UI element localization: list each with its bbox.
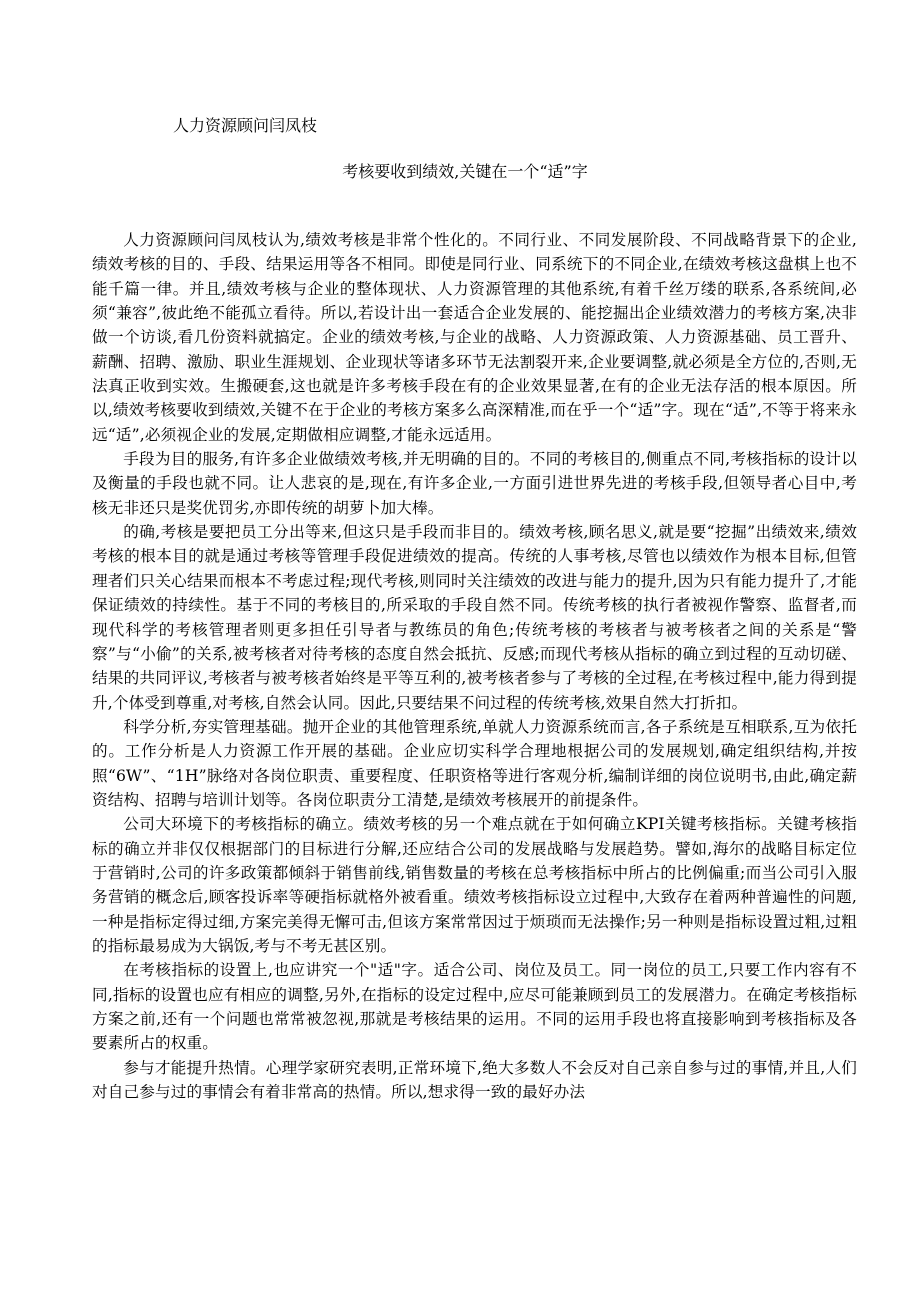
paragraph: 的确,考核是要把员工分出等来,但这只是手段而非目的。绩效考核,顾名思义,就是要“挖掘”出绩效来,绩效考核的根本目的就是通过考核等管理手段促进绩效的提高。传统的人事考核,尽管也以绩效作为根本目标,但管理者们只关心结果而根本不考虑过程;现代考核,则同时关注绩效的改进与能力的提升,因为只有能力提升了,才能保证绩效的持续性。基于不同的考核目的,所采取的手段自然不同。传统考核的执行者被视作警察、监督者,而现代科学的考核管理者则更多担任引导者与教练员的角色;传统考核的考核者与被考核者之间的关系是“警察”与“小偷”的关系,被考核者对待考核的态度自然会抵抗、反感;而现代考核从指标的确立到过程的互动切磋、结果的共同评议,考核者与被考核者始终是平等互利的,被考核者参与了考核的全过程,在考核过程中,能力得到提升,个体受到尊重,对考核,自然会认同。因此,只要结果不问过程的传统考核,效果自然大打折扣。 [92,523,857,712]
paragraph: 科学分析,夯实管理基础。抛开企业的其他管理系统,单就人力资源系统而言,各子系统是互相联系,互为依托的。工作分析是人力资源工作开展的基础。企业应切实科学合理地根据公司的发展规划,确定组织结构,并按照“6W”、“1H”脉络对各岗位职责、重要程度、任职资格等进行客观分析,编制详细的岗位说明书,由此,确定薪资结构、招聘与培训计划等。各岗位职责分工清楚,是绩效考核展开的前提条件。 [92,717,857,809]
paragraph: 手段为目的服务,有许多企业做绩效考核,并无明确的目的。不同的考核目的,侧重点不同,考核指标的设计以及衡量的手段也就不同。让人悲哀的是,现在,有许多企业,一方面引进世界先进的考核手段,但领导者心目中,考核无非还只是奖优罚劣,亦即传统的胡萝卜加大棒。 [92,450,857,517]
paragraph: 公司大环境下的考核指标的确立。绩效考核的另一个难点就在于如何确立KPI关键考核指标。关键考核指标的确立并非仅仅根据部门的目标进行分解,还应结合公司的发展战略与发展趋势。譬如,海尔的战略目标定位于营销时,公司的许多政策都倾斜于销售前线,销售数量的考核在总考核指标中所占的比例偏重;而当公司引入服务营销的概念后,顾客投诉率等硬指标就格外被看重。绩效考核指标设立过程中,大致存在着两种普遍性的问题,一种是指标定得过细,方案完美得无懈可击,但该方案常常因过于烦琐而无法操作;另一种则是指标设置过粗,过粗的指标最易成为大锅饭,考与不考无甚区别。 [92,815,857,955]
author-line: 人力资源顾问闫凤枝 [173,116,318,135]
paragraph: 人力资源顾问闫凤枝认为,绩效考核是非常个性化的。不同行业、不同发展阶段、不同战略背景下的企业,绩效考核的目的、手段、结果运用等各不相同。即使是同行业、同系统下的不同企业,在绩效考核这盘棋上也不能千篇一律。并且,绩效考核与企业的整体现状、人力资源管理的其他系统,有着千丝万缕的联系,各系统间,必须“兼容”,彼此绝不能孤立看待。所以,若设计出一套适合企业发展的、能挖掘出企业绩效潜力的考核方案,决非做一个访谈,看几份资料就搞定。企业的绩效考核,与企业的战略、人力资源政策、人力资源基础、员工晋升、薪酬、招聘、激励、职业生涯规划、企业现状等诸多环节无法割裂开来,企业要调整,就必须是全方位的,否则,无法真正收到实效。生搬硬套,这也就是许多考核手段在有的企业效果显著,在有的企业无法存活的根本原因。所以,绩效考核要收到绩效,关键不在于企业的考核方案多么高深精准,而在乎一个“适”字。现在“适”,不等于将来永远“适”,必须视企业的发展,定期做相应调整,才能永远适用。 [92,231,857,444]
paragraph: 在考核指标的设置上,也应讲究一个"适"字。适合公司、岗位及员工。同一岗位的员工,只要工作内容有不同,指标的设置也应有相应的调整,另外,在指标的设定过程中,应尽可能兼顾到员工的发展潜力。在确定考核指标方案之前,还有一个问题也常常被忽视,那就是考核结果的运用。不同的运用手段也将直接影响到考核指标及各要素所占的权重。 [92,961,857,1053]
paragraph: 参与才能提升热情。心理学家研究表明,正常环境下,绝大多数人不会反对自己亲自参与过的事情,并且,人们对自己参与过的事情会有着非常高的热情。所以,想求得一致的最好办法 [92,1058,857,1102]
article-title: 考核要收到绩效,关键在一个“适”字 [342,162,588,181]
article-body [92,228,857,1104]
